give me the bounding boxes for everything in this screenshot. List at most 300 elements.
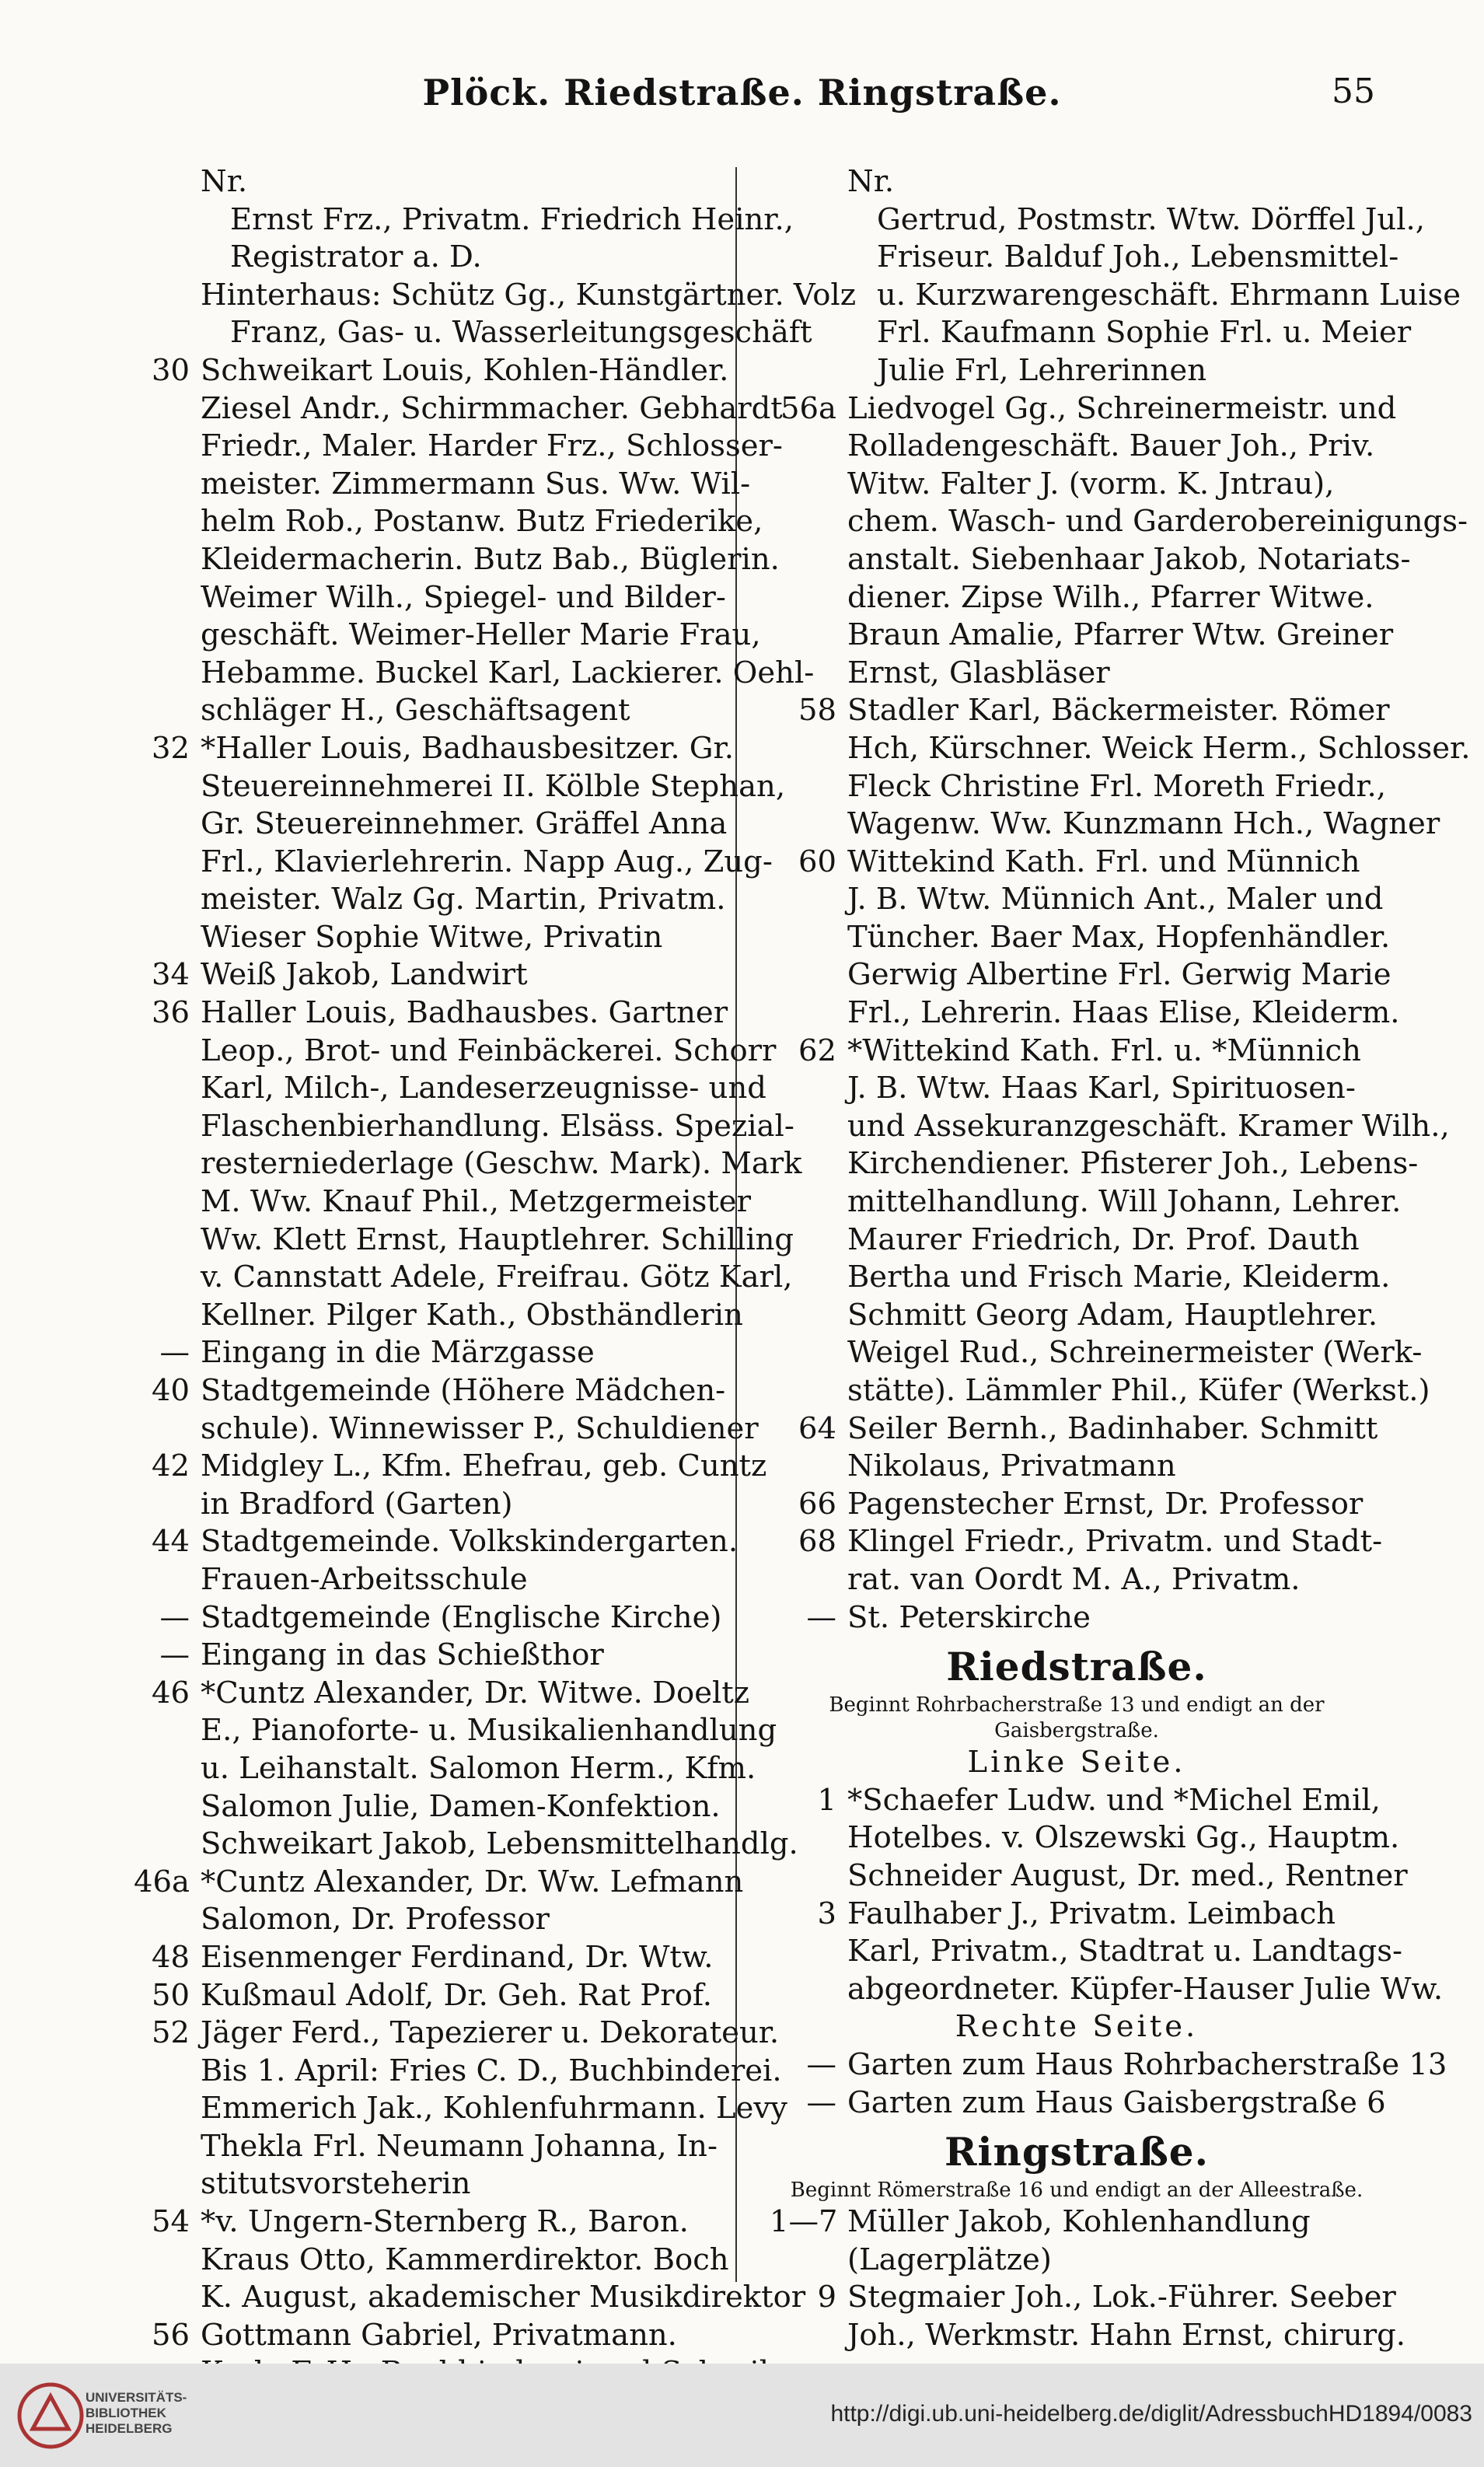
house-number	[93, 2242, 201, 2280]
entry-text: Nr.	[847, 164, 895, 199]
section-subtitle-riedstrasse: Beginnt Rohrbacherstraße 13 und endigt an der	[829, 1693, 1325, 1717]
house-number: 44	[152, 1524, 190, 1560]
directory-entry-line	[93, 1712, 777, 1750]
house-number: 52	[152, 2015, 190, 2051]
house-number: 30	[152, 352, 190, 388]
entry-text: Gottmann Gabriel, Privatmann.	[201, 2317, 677, 2353]
entry-text: Kußmaul Adolf, Dr. Geh. Rat Prof.	[201, 1977, 712, 2013]
entry-text: Frl., Lehrerin. Haas Elise, Kleiderm.	[847, 995, 1400, 1031]
house-number	[770, 1108, 847, 1146]
directory-entry-line	[93, 768, 786, 806]
page-number: 55	[1332, 72, 1375, 111]
directory-entry-line	[93, 2053, 782, 2091]
entry-text: meister. Walz Gg. Martin, Privatm.	[201, 882, 726, 917]
house-number	[770, 881, 847, 919]
house-number	[770, 352, 847, 390]
left-side-label: Linke Seite.	[967, 1745, 1186, 1780]
directory-entry-line	[93, 844, 773, 882]
entry-text: Klingel Friedr., Privatm. und Stadt-	[847, 1524, 1383, 1560]
house-number: 9	[817, 2280, 836, 2315]
directory-entry-line	[93, 1410, 759, 1448]
house-number	[770, 541, 847, 579]
section-subtitle-ringstrasse: Beginnt Römerstraße 16 und endigt an der Alleestraße.	[790, 2179, 1364, 2203]
house-number	[770, 655, 847, 693]
directory-entry-line	[93, 2203, 723, 2242]
directory-entry-line	[770, 352, 1384, 390]
entry-text: Wieser Sophie Witwe, Privatin	[201, 919, 663, 955]
directory-entry-line	[93, 277, 856, 315]
house-number: —	[159, 1599, 190, 1635]
house-number	[770, 805, 847, 844]
house-number	[93, 881, 201, 919]
entry-text: *Cuntz Alexander, Dr. Witwe. Doeltz	[201, 1675, 750, 1710]
house-number	[770, 428, 847, 466]
entry-text: rat. van Oordt M. A., Privatm.	[847, 1561, 1301, 1597]
house-number	[93, 919, 201, 957]
house-number	[770, 1297, 847, 1335]
house-number	[93, 1259, 201, 1297]
entry-text: Eisenmenger Ferdinand, Dr. Wtw.	[201, 1939, 714, 1975]
directory-entry-line	[93, 1750, 756, 1788]
entry-text: Hch, Kürschner. Weick Herm., Schlosser.	[847, 730, 1471, 766]
house-number	[770, 2317, 847, 2355]
entry-text: Weimer Wilh., Spiegel- und Bilder-	[201, 579, 726, 615]
directory-entry-line	[770, 1857, 1408, 1896]
source-url-link[interactable]: http://digi.ub.uni-heidelberg.de/diglit/AdressbuchHD1894/0083	[830, 2401, 1472, 2427]
directory-entry-line	[93, 2242, 729, 2280]
entry-text: Liedvogel Gg., Schreinermeistr. und	[847, 390, 1397, 426]
directory-entry-line	[770, 2279, 1396, 2317]
house-number	[93, 1901, 201, 1939]
entry-text: Weigel Rud., Schreinermeister (Werk-	[847, 1335, 1423, 1371]
house-number	[93, 2165, 201, 2203]
house-number	[93, 2128, 201, 2166]
entry-text: Ziesel Andr., Schirmmacher. Gebhardt	[201, 390, 783, 426]
entry-text: Fleck Christine Frl. Moreth Friedr.,	[847, 768, 1386, 804]
entry-text: Haller Louis, Badhausbes. Gartner	[201, 995, 728, 1031]
entry-text: Frl. Kaufmann Sophie Frl. u. Meier	[877, 315, 1412, 351]
house-number: —	[806, 2046, 836, 2082]
directory-entry-line	[770, 956, 1391, 994]
entry-text: meister. Zimmermann Sus. Ww. Wil-	[201, 466, 751, 501]
house-number	[770, 1819, 847, 1857]
entry-text: Bis 1. April: Fries C. D., Buchbinderei.	[201, 2053, 782, 2088]
house-number	[93, 1108, 201, 1146]
entry-text: *v. Ungern-Sternberg R., Baron.	[201, 2204, 689, 2240]
directory-entry-line	[770, 805, 1440, 844]
house-number	[770, 730, 847, 768]
directory-entry-line	[93, 956, 723, 994]
house-number: 32	[152, 730, 190, 766]
entry-text: Steuereinnehmerei II. Kölble Stephan,	[201, 768, 786, 804]
entry-text: Müller Jakob, Kohlenhandlung	[847, 2204, 1311, 2240]
directory-entry-line	[93, 390, 783, 428]
house-number	[93, 655, 201, 693]
entry-text: Eingang in das Schießthor	[201, 1637, 604, 1673]
directory-entry-line	[770, 1819, 1400, 1857]
entry-text: *Wittekind Kath. Frl. u. *Münnich	[847, 1033, 1361, 1068]
directory-entry-line	[93, 2014, 780, 2053]
house-number	[93, 2053, 201, 2091]
house-number	[770, 2242, 847, 2280]
directory-entry-line	[93, 730, 734, 768]
directory-entry-line	[770, 1782, 1384, 1820]
house-number	[770, 239, 847, 277]
house-number	[93, 428, 201, 466]
entry-text: Garten zum Haus Rohrbacherstraße 13	[847, 2046, 1447, 2082]
entry-text: Gr. Steuereinnehmer. Gräffel Anna	[201, 806, 728, 842]
entry-text: (Lagerplätze)	[847, 2242, 1052, 2277]
entry-text: K. August, akademischer Musikdirektor	[201, 2280, 806, 2315]
house-number	[770, 617, 847, 655]
riedstrasse-right-side-list	[770, 2046, 1447, 2122]
directory-entry-line	[93, 2128, 723, 2166]
directory-entry-line	[93, 1259, 793, 1297]
directory-entry-line	[93, 1826, 798, 1864]
house-number: —	[159, 1335, 190, 1371]
directory-entry-line	[93, 201, 794, 239]
directory-entry-line	[770, 390, 1397, 428]
library-name-line2: BIBLIOTHEK	[86, 2406, 166, 2420]
right-column	[770, 163, 1471, 2354]
entry-text: Thekla Frl. Neumann Johanna, In-	[201, 2128, 718, 2164]
entry-text: Emmerich Jak., Kohlenfuhrmann. Levy	[201, 2091, 787, 2126]
directory-entry-line	[93, 994, 728, 1033]
directory-entry-line	[93, 1939, 723, 1977]
entry-text: Hotelbes. v. Olszewski Gg., Hauptm.	[847, 1820, 1400, 1856]
directory-entry-line	[93, 541, 780, 579]
house-number: 58	[798, 693, 836, 729]
entry-text: Kraus Otto, Kammerdirektor. Boch	[201, 2242, 729, 2277]
library-name-line3: HEIDELBERG	[86, 2421, 173, 2436]
directory-entry-line	[770, 1145, 1419, 1183]
library-name	[86, 2390, 187, 2437]
directory-entry-line	[770, 1183, 1402, 1221]
house-number	[770, 956, 847, 994]
entry-text: Nr.	[201, 164, 248, 199]
entry-text: Bertha und Frisch Marie, Kleiderm.	[847, 1260, 1391, 1295]
entry-text: Salomon, Dr. Professor	[201, 1902, 550, 1938]
directory-entry-line	[93, 503, 763, 541]
directory-entry-line	[770, 503, 1468, 541]
directory-entry-line	[770, 2203, 1384, 2242]
entry-text: Maurer Friedrich, Dr. Prof. Dauth	[847, 1221, 1360, 1257]
directory-entry-line	[93, 1297, 743, 1335]
directory-entry-line	[93, 1334, 723, 1372]
directory-entry-line	[93, 239, 723, 277]
house-number: —	[806, 1599, 836, 1635]
house-number	[93, 1145, 201, 1183]
directory-entry-line	[770, 2242, 1384, 2280]
directory-entry-line	[770, 1896, 1384, 1934]
entry-text: Garten zum Haus Gaisbergstraße 6	[847, 2084, 1386, 2120]
directory-entry-line	[770, 1486, 1384, 1524]
entry-text: *Cuntz Alexander, Dr. Ww. Lefmann	[201, 1864, 744, 1899]
house-number	[93, 692, 201, 730]
entry-text: Rolladengeschäft. Bauer Joh., Priv.	[847, 428, 1375, 464]
entry-text: Salomon Julie, Damen-Konfektion.	[201, 1788, 721, 1824]
page-title: Plöck. Riedstraße. Ringstraße.	[422, 72, 1062, 114]
house-number: —	[159, 1637, 190, 1673]
entry-text: Weiß Jakob, Landwirt	[201, 957, 528, 993]
entry-text: St. Peterskirche	[847, 1599, 1091, 1635]
house-number	[93, 768, 201, 806]
directory-entry-line	[770, 428, 1384, 466]
entry-text: Pagenstecher Ernst, Dr. Professor	[847, 1486, 1364, 1522]
house-number: 68	[798, 1524, 836, 1560]
library-name-line1: UNIVERSITÄTS-	[86, 2390, 187, 2405]
directory-entry-line	[770, 844, 1384, 882]
directory-entry-line	[93, 919, 723, 957]
directory-entry-line	[770, 730, 1471, 768]
directory-entry-line	[770, 1259, 1391, 1297]
entry-text: Ernst, Glasbläser	[847, 655, 1110, 690]
university-library-logo-icon	[16, 2381, 86, 2451]
directory-entry-line	[770, 1410, 1384, 1448]
house-number	[93, 201, 201, 239]
directory-entry-line	[770, 466, 1384, 504]
house-number	[93, 1826, 201, 1864]
house-number	[770, 1372, 847, 1410]
directory-entry-line	[93, 163, 723, 201]
house-number: 48	[152, 1939, 190, 1975]
directory-entry-line	[770, 2317, 1405, 2355]
directory-entry-line	[770, 1971, 1444, 2009]
right-side-label: Rechte Seite.	[955, 2009, 1199, 2045]
directory-entry-line	[93, 2279, 806, 2317]
house-number	[770, 1183, 847, 1221]
directory-entry-line	[93, 2317, 723, 2355]
house-number	[770, 1933, 847, 1971]
house-number	[93, 1410, 201, 1448]
entry-text: Stadtgemeinde (Höhere Mädchen-	[201, 1373, 726, 1408]
entry-text: Midgley L., Kfm. Ehefrau, geb. Cuntz	[201, 1448, 767, 1484]
entry-text: Frl., Klavierlehrerin. Napp Aug., Zug-	[201, 844, 773, 879]
directory-entry-line	[93, 1523, 739, 1561]
house-number	[770, 1561, 847, 1599]
entry-text: diener. Zipse Wilh., Pfarrer Witwe.	[847, 579, 1374, 615]
house-number	[770, 1857, 847, 1896]
house-number	[770, 768, 847, 806]
entry-text: Gertrud, Postmstr. Wtw. Dörffel Jul.,	[877, 201, 1425, 237]
house-number: 36	[152, 995, 190, 1031]
house-number	[93, 390, 201, 428]
section-title-riedstrasse: Riedstraße.	[946, 1644, 1207, 1690]
entry-text: Kleidermacherin. Butz Bab., Büglerin.	[201, 541, 780, 577]
directory-entry-line	[770, 919, 1391, 957]
house-number: 56a	[780, 390, 836, 426]
entry-text: Schweikart Jakob, Lebensmittelhandlg.	[201, 1826, 798, 1862]
entry-text: Schneider August, Dr. med., Rentner	[847, 1857, 1408, 1893]
house-number	[93, 1750, 201, 1788]
directory-entry-line	[93, 1637, 723, 1675]
directory-entry-line	[93, 1221, 794, 1260]
entry-text: chem. Wasch- und Garderobereinigungs-	[847, 504, 1468, 540]
entry-text: M. Ww. Knauf Phil., Metzgermeister	[201, 1184, 751, 1220]
house-number: 62	[798, 1033, 836, 1068]
house-number	[93, 1297, 201, 1335]
house-number: 46	[152, 1675, 190, 1710]
directory-entry-line	[93, 2165, 723, 2203]
entry-text: Flaschenbierhandlung. Elsäss. Spezial-	[201, 1108, 794, 1144]
house-number: —	[806, 2084, 836, 2120]
directory-entry-line	[93, 1183, 751, 1221]
house-number: 34	[152, 957, 190, 993]
directory-entry-line	[93, 1788, 723, 1826]
entry-text: Tüncher. Baer Max, Hopfenhändler.	[847, 919, 1391, 955]
house-number: 3	[817, 1896, 836, 1931]
entry-text: stätte). Lämmler Phil., Küfer (Werkst.)	[847, 1373, 1430, 1408]
house-number: 56	[152, 2317, 190, 2353]
house-number: 60	[798, 844, 836, 879]
directory-entry-line	[770, 163, 1384, 201]
footer-bar	[0, 2364, 1484, 2467]
entry-text: Faulhaber J., Privatm. Leimbach	[847, 1896, 1336, 1931]
entry-text: und Assekuranzgeschäft. Kramer Wilh.,	[847, 1108, 1450, 1144]
directory-entry-line	[770, 692, 1390, 730]
directory-entry-line	[770, 1599, 1384, 1637]
house-number	[93, 1712, 201, 1750]
directory-entry-line	[770, 314, 1412, 352]
house-number	[770, 1070, 847, 1108]
directory-entry-line	[770, 655, 1384, 693]
directory-entry-line	[93, 1448, 767, 1486]
house-number	[93, 1788, 201, 1826]
house-number	[770, 277, 847, 315]
directory-entry-line	[770, 579, 1384, 617]
entry-text: Stadtgemeinde. Volkskindergarten.	[201, 1524, 739, 1560]
entry-text: Ww. Klett Ernst, Hauptlehrer. Schilling	[201, 1221, 794, 1257]
entry-text: Joh., Werkmstr. Hahn Ernst, chirurg.	[847, 2317, 1405, 2353]
entry-text: Stegmaier Joh., Lok.-Führer. Seeber	[847, 2280, 1396, 2315]
entry-text: Wittekind Kath. Frl. und Münnich	[847, 844, 1360, 879]
directory-entry-line	[93, 1864, 744, 1902]
directory-entry-line	[770, 1933, 1402, 1971]
house-number: 1	[817, 1782, 836, 1818]
house-number: 66	[798, 1486, 836, 1522]
directory-entry-line	[93, 352, 729, 390]
entry-text: Friedr., Maler. Harder Frz., Schlosser-	[201, 428, 783, 464]
entry-text: J. B. Wtw. Haas Karl, Spirituosen-	[847, 1071, 1356, 1106]
entry-text: resterniederlage (Geschw. Mark). Mark	[201, 1146, 802, 1182]
entry-text: Wagenw. Ww. Kunzmann Hch., Wagner	[847, 806, 1440, 842]
directory-entry-line	[770, 1334, 1423, 1372]
directory-entry-line	[770, 994, 1400, 1033]
entry-text: Registrator a. D.	[230, 239, 482, 275]
house-number	[93, 579, 201, 617]
entry-text: Schmitt Georg Adam, Hauptlehrer.	[847, 1297, 1378, 1333]
entry-text: Friseur. Balduf Joh., Lebensmittel-	[877, 239, 1399, 275]
house-number	[93, 466, 201, 504]
entry-text: v. Cannstatt Adele, Freifrau. Götz Karl,	[201, 1260, 793, 1295]
directory-entry-line	[93, 1372, 726, 1410]
directory-entry-line	[770, 239, 1399, 277]
entry-text: Franz, Gas- u. Wasserleitungsgeschäft	[230, 315, 812, 351]
directory-entry-line	[770, 1070, 1384, 1108]
entry-text: E., Pianoforte- u. Musikalienhandlung	[201, 1713, 777, 1749]
entry-text: Braun Amalie, Pfarrer Wtw. Greiner	[847, 617, 1394, 653]
directory-entry-line	[770, 2046, 1447, 2084]
house-number: 50	[152, 1977, 190, 2013]
directory-entry-line	[93, 692, 723, 730]
entry-text: u. Leihanstalt. Salomon Herm., Kfm.	[201, 1750, 756, 1786]
entry-text: abgeordneter. Küpfer-Hauser Julie Ww.	[847, 1971, 1444, 2007]
house-number: 46a	[134, 1864, 190, 1899]
directory-entry-line	[93, 314, 812, 352]
house-number	[93, 2090, 201, 2128]
page-header	[0, 72, 1484, 126]
house-number: 42	[152, 1448, 190, 1484]
directory-entry-line	[770, 1108, 1450, 1146]
house-number	[770, 163, 847, 201]
entry-text: Jäger Ferd., Tapezierer u. Dekorateur.	[201, 2015, 780, 2051]
house-number	[93, 163, 201, 201]
directory-entry-line	[93, 1145, 802, 1183]
house-number	[770, 1145, 847, 1183]
entry-text: Leop., Brot- und Feinbäckerei. Schorr	[201, 1033, 777, 1068]
house-number	[93, 1070, 201, 1108]
section-title-ringstrasse: Ringstraße.	[944, 2129, 1210, 2175]
house-number	[93, 1561, 201, 1599]
entry-text: Hinterhaus: Schütz Gg., Kunstgärtner. Volz	[201, 277, 856, 313]
house-number	[93, 1486, 201, 1524]
house-number	[93, 1183, 201, 1221]
entry-text: Stadtgemeinde (Englische Kirche)	[201, 1599, 722, 1635]
directory-entry-line	[770, 1033, 1384, 1071]
entry-text: *Schaefer Ludw. und *Michel Emil,	[847, 1782, 1381, 1818]
entry-text: Schweikart Louis, Kohlen-Händler.	[201, 352, 729, 388]
house-number: 54	[152, 2204, 190, 2240]
entry-text: geschäft. Weimer-Heller Marie Frau,	[201, 617, 761, 653]
directory-entry-line	[770, 541, 1411, 579]
house-number	[93, 541, 201, 579]
house-number	[93, 1221, 201, 1260]
entry-text: Kellner. Pilger Kath., Obsthändlerin	[201, 1297, 743, 1333]
directory-entry-line	[93, 2090, 787, 2128]
directory-entry-line	[93, 466, 751, 504]
directory-entry-line	[770, 1448, 1384, 1486]
directory-entry-line	[93, 1070, 766, 1108]
directory-entry-line	[770, 617, 1394, 655]
entry-text: u. Kurzwarengeschäft. Ehrmann Luise	[877, 277, 1461, 313]
directory-entry-line	[770, 1523, 1384, 1561]
entry-text: anstalt. Siebenhaar Jakob, Notariats-	[847, 541, 1411, 577]
entry-text: Witw. Falter J. (vorm. K. Jntrau),	[847, 466, 1335, 501]
entry-text: in Bradford (Garten)	[201, 1486, 513, 1522]
directory-entry-line	[93, 1108, 794, 1146]
house-number	[770, 466, 847, 504]
house-number	[93, 503, 201, 541]
entry-text: mittelhandlung. Will Johann, Lehrer.	[847, 1184, 1402, 1220]
house-number	[93, 805, 201, 844]
entry-text: Seiler Bernh., Badinhaber. Schmitt	[847, 1410, 1378, 1446]
directory-entry-line	[93, 617, 761, 655]
directory-entry-line	[93, 805, 728, 844]
entry-text: J. B. Wtw. Münnich Ant., Maler und	[847, 882, 1384, 917]
directory-entry-line	[93, 1486, 723, 1524]
directory-entry-line	[93, 881, 726, 919]
directory-entry-line	[770, 1221, 1384, 1260]
house-number: 1—7	[770, 2204, 838, 2240]
house-number	[93, 844, 201, 882]
house-number: 40	[152, 1373, 190, 1408]
directory-entry-line	[93, 1977, 723, 2015]
house-number	[770, 919, 847, 957]
entry-text: Gerwig Albertine Frl. Gerwig Marie	[847, 957, 1391, 993]
entry-text: Julie Frl, Lehrerinnen	[877, 352, 1207, 388]
entry-text: stitutsvorsteherin	[201, 2166, 471, 2202]
entry-text: Hebamme. Buckel Karl, Lackierer. Oehl-	[201, 655, 815, 690]
